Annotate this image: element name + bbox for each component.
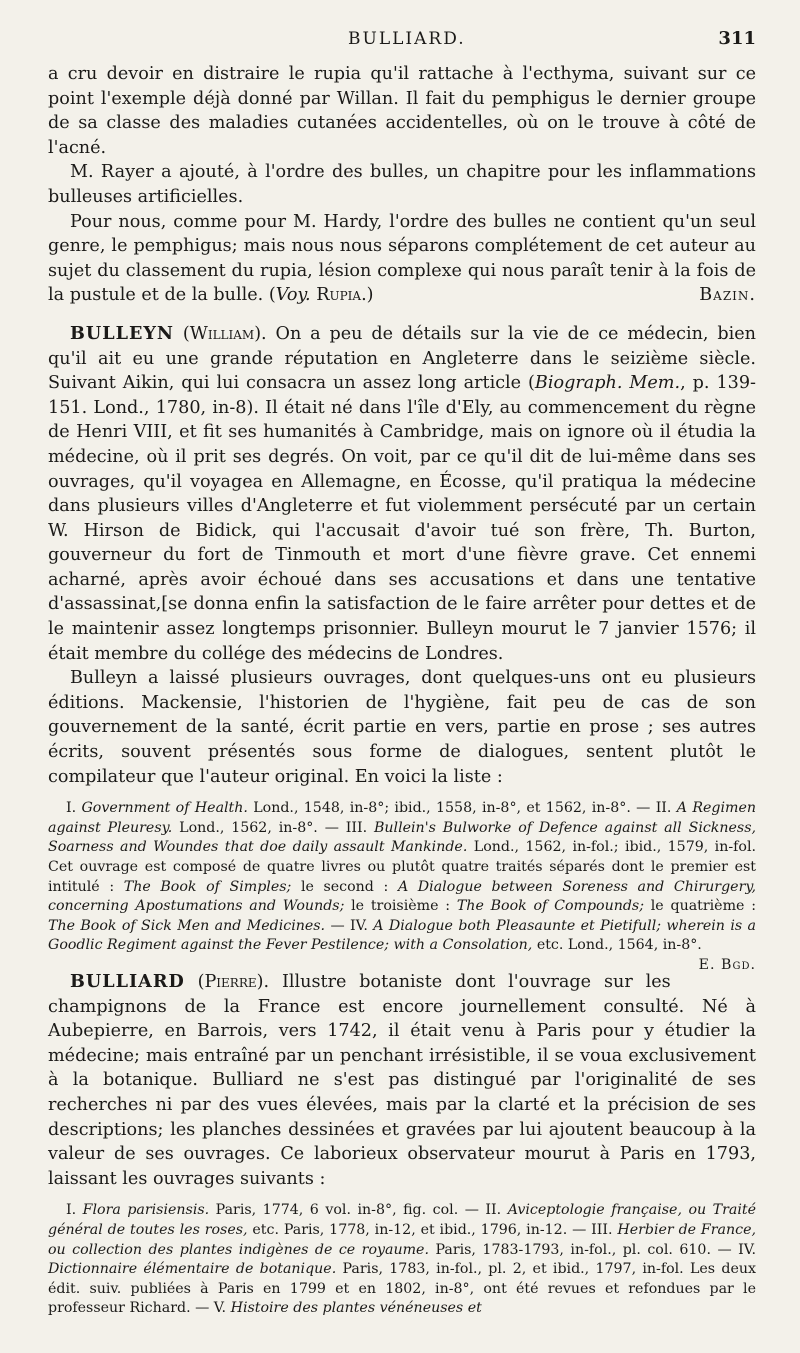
bulleyn-bibliography xyxy=(48,799,757,973)
rupia-ref: Rupia xyxy=(316,285,362,306)
bulleyn-bib-segment: A Dialogue both Pleasaunte et Pietifull; wherein is a Goodlic Regiment against the Fever Pestilence; with a Consolation, xyxy=(48,917,756,954)
bulleyn-first-name: (William). xyxy=(182,323,267,344)
bulliard-bib-segment: Aviceptologie française, ou Traité général de toutes les roses, xyxy=(48,1202,757,1238)
entry-bulleyn xyxy=(48,322,757,973)
bulleyn-bib-segment: Lond., 1562, in-8°. — III. xyxy=(172,819,374,836)
author-signature-bazin: Bazin. xyxy=(699,285,756,306)
bulliard-bib-segment: Herbier de France, ou collection des plantes indigènes de ce royaume. xyxy=(48,1221,756,1258)
bulleyn-paragraph-2: Bulleyn a laissé plusieurs ouvrages, dont quelques-uns ont eu plusieurs éditions. Mackensie, l'historien de l'hygiène, fait peu de cas de son gouvernement de la santé, écrit partie en vers, partie en prose ; ses autres écrits, souvent présentés sous forme de dialogues, sentent plutôt le compilateur que l'auteur original. En voici la liste : xyxy=(48,668,756,787)
rupia-text: Pour nous, comme pour M. Hardy, l'ordre des bulles ne contient qu'un seul genre, le pemphigus; mais nous nous séparons complétement de cet auteur au sujet du classement du rupia, lésion complexe qui nous paraît tenir à la fois de la pustule et de la bulle. ( xyxy=(48,211,756,306)
bulleyn-bib-segment: Lond., 1562, in-fol.; ibid., 1579, in-fol. Cet ouvrage est composé de quatre livres ou plutôt quatre traités séparés dont le premier est intitulé : xyxy=(48,839,756,895)
headword-bulliard: BULLIARD xyxy=(70,970,185,992)
headword-bulleyn: BULLEYN xyxy=(70,322,175,344)
bulleyn-bib-segment: The Book of Compounds; xyxy=(456,898,644,915)
running-head: BULLIARD. xyxy=(348,29,466,49)
bulleyn-bib-segment: I. xyxy=(66,800,82,817)
bulliard-bib-segment: Paris, 1783, in-fol., pl. 2, et ibid., 1797, in-fol. Les deux édit. suiv. publiées à Paris en 1799 et en 1802, in-8°, ont été revues et refondues par le professeur Richard. — V. xyxy=(48,1261,756,1317)
bulliard-bib-segment: Histoire des plantes vénéneuses et xyxy=(230,1300,482,1317)
bulliard-bib-segment: I. xyxy=(66,1202,83,1219)
bulliard-bib-segment: Flora parisiensis. xyxy=(82,1202,210,1219)
bulleyn-bib-segment: The Book of Simples; xyxy=(123,878,292,895)
page-number: 311 xyxy=(718,28,756,49)
bulleyn-bib-segment: Government of Health. xyxy=(81,800,248,817)
bulliard-bibliography-text xyxy=(48,1202,756,1316)
bulliard-bibliography xyxy=(48,1201,756,1319)
bulleyn-bib-segment: Lond., 1548, in-8°; ibid., 1558, in-8°, et 1562, in-8°. — II. xyxy=(247,800,677,817)
bulleyn-bib-segment: A Dialogue between Soreness and Chirurgery, concerning Apostumations and Wounds; xyxy=(48,878,756,915)
bulliard-bib-segment: Dictionnaire élémentaire de botanique. xyxy=(48,1261,337,1278)
bulleyn-bib-segment: etc. Lond., 1564, in-8°. xyxy=(532,937,702,954)
bulleyn-bib-segment: The Book of Sick Men and Medicines. xyxy=(48,917,326,934)
voy-ref: Voy. xyxy=(275,285,311,306)
bulleyn-bib-segment: A Regimen against Pleuresy. xyxy=(48,800,757,836)
bulliard-bib-segment: Paris, 1783-1793, in-fol., pl. col. 610. — IV. xyxy=(428,1241,756,1258)
bulliard-bib-segment: Paris, 1774, 6 vol. in-8°, fig. col. — II. xyxy=(209,1202,508,1219)
bulleyn-bibliography-text xyxy=(48,800,756,953)
bulleyn-bib-segment: Bullein's Bulworke of Defence against all Sickness, Soarness and Woundes that doe daily assault Mankinde. xyxy=(48,819,756,856)
bulleyn-bib-segment: — IV. xyxy=(325,917,374,934)
author-signature-bgd: E. Bgd. xyxy=(698,956,756,973)
bulleyn-bib-segment: le second : xyxy=(291,878,398,895)
rupia-ref-close: .) xyxy=(361,285,374,306)
page-header xyxy=(48,28,756,62)
bulliard-paragraph-1 xyxy=(48,970,756,1191)
bulliard-text: Illustre botaniste dont l'ouvrage sur les champignons de la France est encore journellement consulté. Né à Aubepierre, en Barrois, vers 1742, il était venu à Paris pour y étudier la médecine; mais entraîné par un penchant irrésistible, il se voua exclusivement à la botanique. Bulliard ne s'est pas distingué par l'originalité de ses recherches ni par des vues élevées, mais par la clarté et la précision de ses descriptions; les planches dessinées et gravées par lui ajoutent beaucoup à la valeur de ses ouvrages. Ce laborieux observateur mourut à Paris en 1793, laissant les ouvrages suivants : xyxy=(48,971,756,1189)
rupia-paragraph-1: a cru devoir en distraire le rupia qu'il rattache à l'ecthyma, suivant sur ce point l'exemple déjà donné par Willan. Il fait du pemphigus le dernier groupe de sa classe des maladies cutanées accidentelles, où on le trouve à côté de l'acné. xyxy=(48,64,756,158)
bulliard-bib-segment: etc. Paris, 1778, in-12, et ibid., 1796, in-12. — III. xyxy=(247,1221,618,1238)
entry-bulliard xyxy=(48,970,756,1319)
bulleyn-bib-segment: le troisième : xyxy=(344,898,457,915)
bulleyn-text-b: , p. 139-151. Lond., 1780, in-8). Il était né dans l'île d'Ely, au commencement du règne de Henri VIII, et fit ses humanités à Cambridge, mais on ignore où il étudia la médecine, où il prit ses degrés. On voit, par ce qu'il dit de lui-même dans ses ouvrages, qu'il voyagea en Allemagne, en Écosse, qu'il pratiqua la médecine dans plusieurs villes d'Angleterre et fut violemment persécuté par un certain W. Hirson de Bidick, qui l'accusait d'avoir tué son frère, Th. Burton, gouverneur du fort de Tinmouth et mort d'une fièvre grave. Cet ennemi acharné, après avoir échoué dans ses accusations et dans une tentative d'assassinat,[se donna enfin la satisfaction de le faire arrêter pour dettes et de le maintenir assez longtemps prisonnier. Bulleyn mourut le 7 janvier 1576; il était membre du collége des médecins de Londres. xyxy=(48,373,756,664)
bulleyn-paragraph-1 xyxy=(48,322,756,666)
rupia-paragraph-3 xyxy=(48,210,756,308)
bulleyn-bib-segment: le quatrième : xyxy=(643,898,756,915)
bulleyn-text-a: On a peu de détails sur la vie de ce médecin, bien qu'il ait eu une grande réputation en Angleterre dans le seizième siècle. Suivant Aikin, qui lui consacra un assez long article ( xyxy=(48,323,756,394)
bulleyn-ref: Biograph. Mem. xyxy=(534,373,681,394)
rupia-paragraph-2: M. Rayer a ajouté, à l'ordre des bulles, un chapitre pour les inflammations bulleuses artificielles. xyxy=(48,162,756,207)
bulliard-first-name: (Pierre). xyxy=(197,971,270,992)
